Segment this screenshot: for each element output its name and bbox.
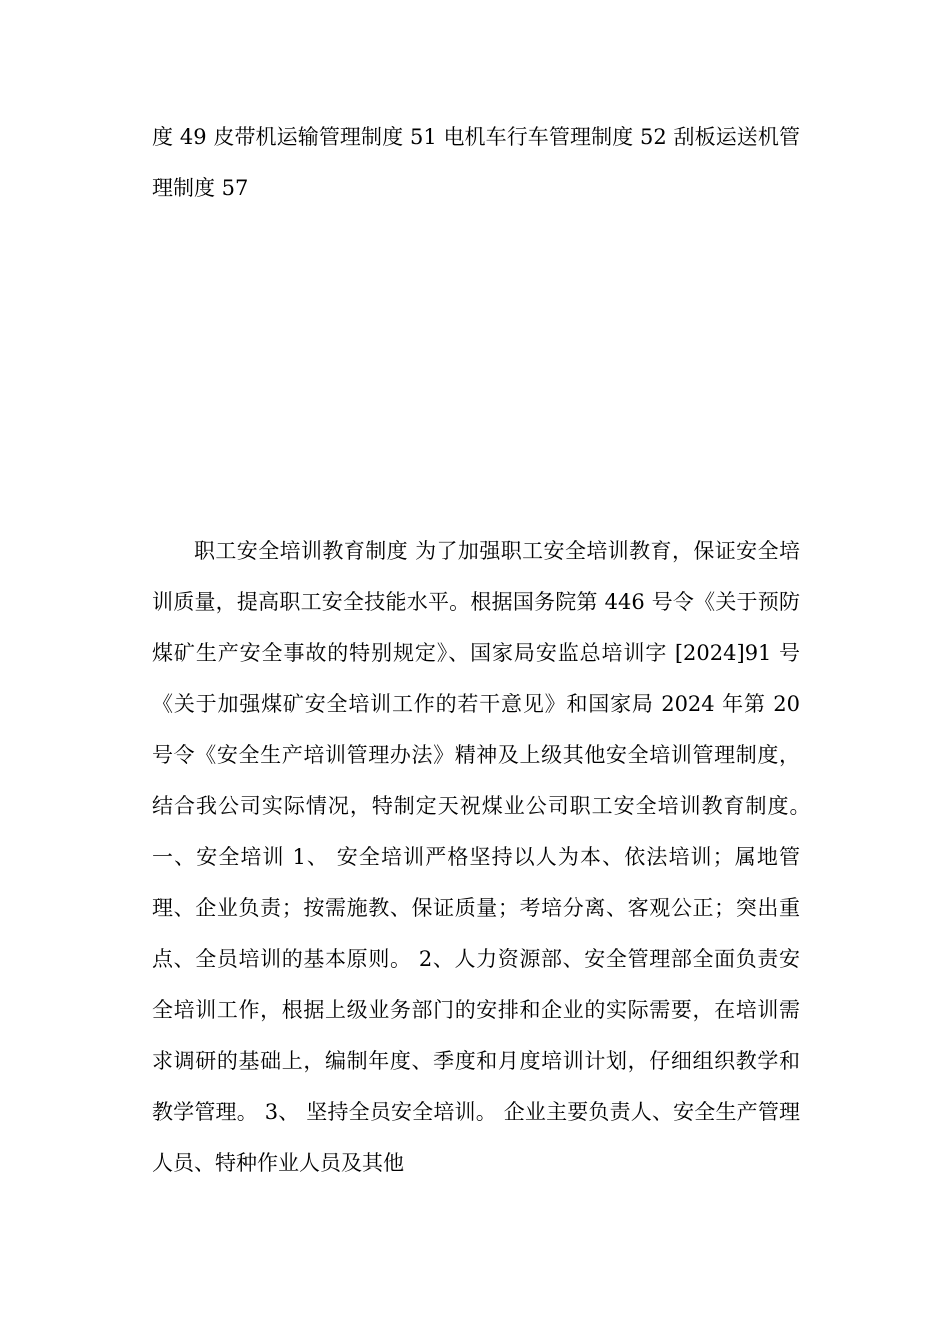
- body-paragraph: 职工安全培训教育制度 为了加强职工安全培训教育，保证安全培训质量，提高职工安全技能水平。根据国务院第 446 号令《关于预防煤矿生产安全事故的特别规定》、国家局安监总培训字 [2024]91 号《关于加强煤矿安全培训工作的若干意见》和国家局 2024 年第 20 号令《安全生产培训管理办法》精神及上级其他安全培训管理制度，结合我公司实际情况，特制定天祝煤业公司职工安全培训教育制度。 一、安全培训 1、 安全培训严格坚持以人为本、依法培训；属地管理、企业负责；按需施教、保证质量；考培分离、客观公正；突出重点、全员培训的基本原则。 2、人力资源部、安全管理部全面负责安全培训工作，根据上级业务部门的安排和企业的实际需要，在培训需求调研的基础上，编制年度、季度和月度培训计划，仔细组织教学和教学管理。 3、 坚持全员安全培训。 企业主要负责人、安全生产管理人员、特种作业人员及其他: [152, 539, 821, 1175]
- toc-continuation-text: 度 49 皮带机运输管理制度 51 电机车行车管理制度 52 刮板运送机管理制度 57: [152, 125, 800, 200]
